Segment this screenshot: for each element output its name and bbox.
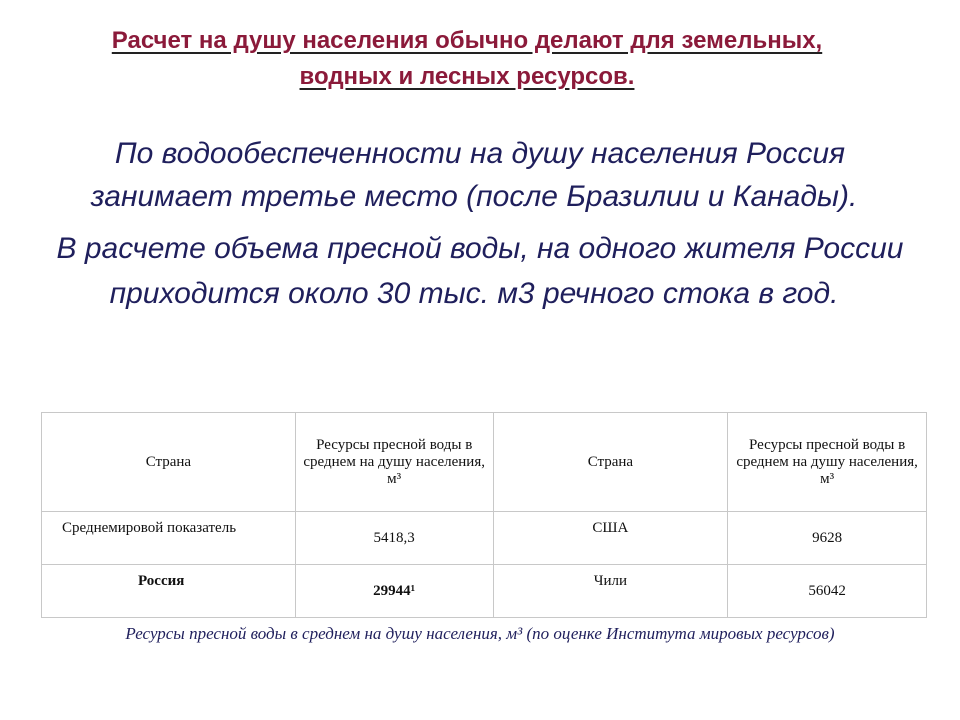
header-country-1: Страна	[42, 413, 296, 512]
table-caption: Ресурсы пресной воды в среднем на душу населения, м³ (по оценке Института мировых ресурсов)	[125, 624, 835, 643]
cell-country: США	[493, 512, 728, 565]
cell-country: Среднемировой показатель	[42, 512, 296, 565]
cell-value: 9628	[728, 512, 927, 565]
paragraph-line-2: занимает третье место (после Бразилии и Канады).	[90, 180, 858, 213]
table-row	[42, 512, 927, 565]
header-resources-1: Ресурсы пресной воды в среднем на душу населения, м³	[295, 413, 493, 512]
cell-value: 29944¹	[295, 565, 493, 618]
cell-value: 56042	[728, 565, 927, 618]
table-header-row	[42, 413, 927, 512]
table-row	[42, 565, 927, 618]
slide-title-line-2: водных и лесных ресурсов.	[299, 63, 635, 90]
cell-country: Чили	[493, 565, 728, 618]
cell-country: Россия	[42, 565, 296, 618]
cell-value: 5418,3	[295, 512, 493, 565]
header-country-2: Страна	[493, 413, 728, 512]
water-resources-table	[41, 412, 927, 618]
paragraph-line-4: приходится около 30 тыс. м3 речного стока в год.	[109, 277, 839, 310]
paragraph-line-1: По водообеспеченности на душу населения Россия	[114, 137, 846, 170]
slide-title-line-1: Расчет на душу населения обычно делают для земельных,	[111, 27, 823, 54]
paragraph-line-3: В расчете объема пресной воды, на одного жителя России	[56, 232, 904, 265]
header-resources-2: Ресурсы пресной воды в среднем на душу населения, м³	[728, 413, 927, 512]
